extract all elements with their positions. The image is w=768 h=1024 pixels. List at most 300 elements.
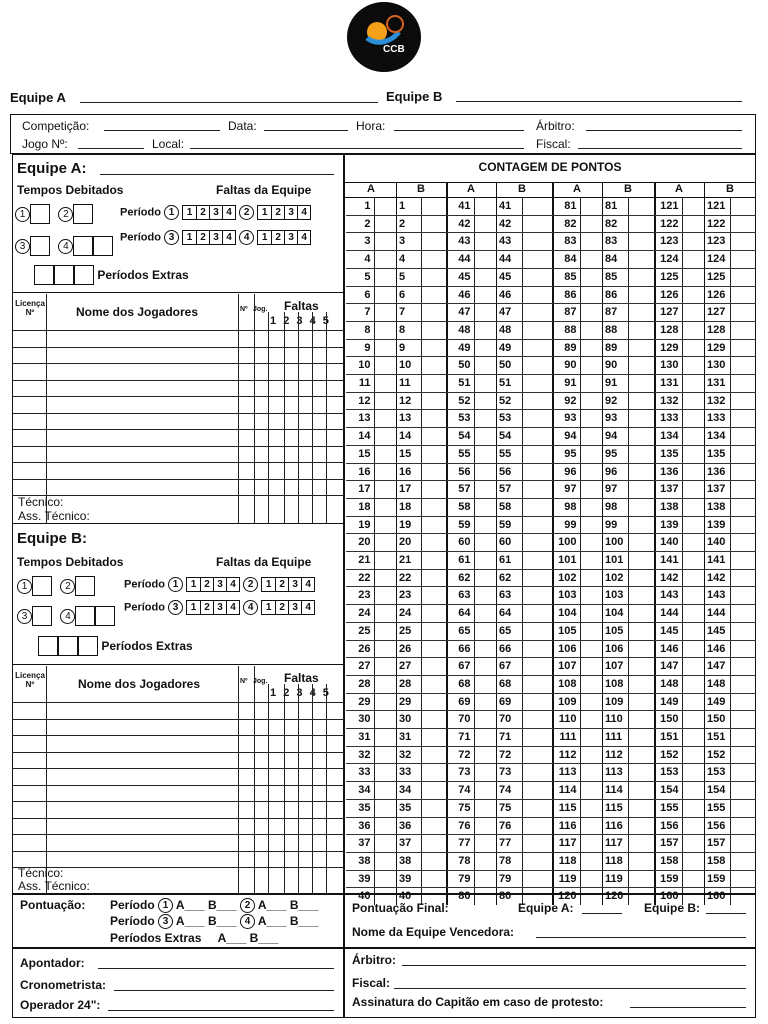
score-cell-a[interactable]: 157 <box>660 837 679 850</box>
score-cell-b[interactable]: 11 <box>399 377 411 389</box>
score-cell-a[interactable]: 93 <box>564 412 577 425</box>
score-cell-a[interactable]: 31 <box>358 731 371 743</box>
score-cell-b[interactable]: 25 <box>399 624 412 637</box>
score-cell-a[interactable]: 140 <box>660 536 679 549</box>
extra-box[interactable] <box>54 265 74 285</box>
score-cell-a[interactable]: 19 <box>358 518 371 531</box>
score-cell-b[interactable]: 142 <box>707 571 726 584</box>
score-cell-a[interactable]: 155 <box>660 801 679 814</box>
score-cell-b[interactable]: 137 <box>707 483 726 496</box>
score-cell-a[interactable]: 160 <box>660 890 679 903</box>
score-cell-b[interactable]: 29 <box>399 695 412 708</box>
score-cell-b[interactable]: 58 <box>499 500 512 513</box>
score-cell-b[interactable]: 135 <box>707 447 726 460</box>
final-team-b-line[interactable] <box>706 913 746 914</box>
score-cell-a[interactable]: 78 <box>458 854 471 867</box>
fiscal-final-line[interactable] <box>394 988 746 989</box>
score-cell-b[interactable]: 12 <box>399 394 412 407</box>
score-cell-a[interactable]: 102 <box>558 571 577 584</box>
score-cell-a[interactable]: 37 <box>358 837 371 850</box>
score-cell-a[interactable]: 150 <box>660 713 679 726</box>
score-cell-b[interactable]: 65 <box>499 624 512 637</box>
score-cell-a[interactable]: 48 <box>458 323 471 336</box>
score-cell-a[interactable]: 137 <box>660 483 679 496</box>
score-cell-a[interactable]: 53 <box>458 412 471 425</box>
score-cell-b[interactable]: 138 <box>707 500 726 513</box>
score-cell-a[interactable]: 100 <box>558 536 577 549</box>
extra-box[interactable] <box>34 265 54 285</box>
score-cell-a[interactable]: 24 <box>358 607 371 620</box>
score-cell-b[interactable]: 106 <box>605 642 624 655</box>
score-cell-a[interactable]: 130 <box>660 359 679 372</box>
final-team-a-line[interactable] <box>582 913 622 914</box>
score-cell-a[interactable]: 139 <box>660 518 679 531</box>
extra-box[interactable] <box>78 636 98 656</box>
score-cell-a[interactable]: 149 <box>660 695 679 708</box>
score-cell-a[interactable]: 35 <box>358 801 371 814</box>
score-cell-a[interactable]: 47 <box>458 306 471 319</box>
score-cell-b[interactable]: 56 <box>499 465 512 478</box>
score-cell-a[interactable]: 51 <box>458 377 471 389</box>
score-cell-b[interactable]: 17 <box>399 483 412 496</box>
score-cell-a[interactable]: 44 <box>458 253 471 266</box>
cronometrista-line[interactable] <box>114 990 334 991</box>
score-cell-b[interactable]: 74 <box>499 784 512 797</box>
score-cell-a[interactable]: 29 <box>358 695 371 708</box>
score-cell-b[interactable]: 43 <box>499 235 512 248</box>
score-cell-b[interactable]: 72 <box>499 748 512 761</box>
timeout-box[interactable] <box>73 204 93 224</box>
score-cell-a[interactable]: 110 <box>558 713 577 726</box>
score-cell-b[interactable]: 157 <box>707 837 726 850</box>
score-cell-b[interactable]: 54 <box>499 430 512 443</box>
score-cell-b[interactable]: 18 <box>399 500 412 513</box>
score-cell-b[interactable]: 51 <box>499 377 512 389</box>
score-cell-b[interactable]: 22 <box>399 571 412 584</box>
score-cell-a[interactable]: 7 <box>364 306 371 319</box>
score-cell-b[interactable]: 104 <box>605 607 624 620</box>
score-cell-a[interactable]: 144 <box>660 607 679 620</box>
score-cell-a[interactable]: 153 <box>660 766 679 779</box>
score-cell-b[interactable]: 111 <box>605 731 623 743</box>
score-cell-b[interactable]: 129 <box>707 341 726 354</box>
score-cell-a[interactable]: 142 <box>660 571 679 584</box>
extra-box[interactable] <box>38 636 58 656</box>
score-cell-a[interactable]: 75 <box>458 801 471 814</box>
score-cell-a[interactable]: 39 <box>358 872 371 885</box>
score-cell-a[interactable]: 12 <box>358 394 371 407</box>
score-cell-b[interactable]: 121 <box>707 200 726 212</box>
score-cell-b[interactable]: 109 <box>605 695 624 708</box>
score-cell-a[interactable]: 11 <box>358 377 371 389</box>
local-line[interactable] <box>190 148 524 149</box>
table-row[interactable] <box>12 818 344 819</box>
timeout-box[interactable] <box>32 606 52 626</box>
score-cell-b[interactable]: 101 <box>605 554 624 566</box>
score-cell-b[interactable]: 53 <box>499 412 512 425</box>
score-cell-a[interactable]: 124 <box>660 253 679 266</box>
score-cell-a[interactable]: 128 <box>660 323 679 336</box>
score-cell-a[interactable]: 109 <box>558 695 577 708</box>
score-cell-b[interactable]: 145 <box>707 624 726 637</box>
score-cell-b[interactable]: 90 <box>605 359 618 372</box>
score-cell-b[interactable]: 130 <box>707 359 726 372</box>
score-cell-a[interactable]: 1 <box>364 200 371 212</box>
score-cell-b[interactable]: 140 <box>707 536 726 549</box>
score-cell-b[interactable]: 92 <box>605 394 618 407</box>
score-cell-a[interactable]: 125 <box>660 270 679 283</box>
score-cell-b[interactable]: 136 <box>707 465 726 478</box>
score-cell-a[interactable]: 6 <box>364 288 371 301</box>
winner-line[interactable] <box>536 937 746 938</box>
score-cell-b[interactable]: 80 <box>499 890 512 903</box>
score-cell-a[interactable]: 5 <box>364 270 371 283</box>
score-cell-b[interactable]: 79 <box>499 872 512 885</box>
score-cell-a[interactable]: 103 <box>558 589 577 602</box>
score-cell-b[interactable]: 82 <box>605 217 618 230</box>
score-cell-a[interactable]: 13 <box>358 412 371 425</box>
score-cell-a[interactable]: 10 <box>358 359 371 372</box>
score-cell-a[interactable]: 25 <box>358 624 371 637</box>
score-cell-a[interactable]: 84 <box>564 253 577 266</box>
score-cell-b[interactable]: 95 <box>605 447 618 460</box>
score-cell-b[interactable]: 133 <box>707 412 726 425</box>
score-cell-b[interactable]: 48 <box>499 323 512 336</box>
score-cell-a[interactable]: 16 <box>358 465 371 478</box>
table-row[interactable] <box>12 851 344 852</box>
score-cell-b[interactable]: 47 <box>499 306 512 319</box>
score-cell-b[interactable]: 139 <box>707 518 726 531</box>
score-cell-a[interactable]: 57 <box>458 483 471 496</box>
score-cell-b[interactable]: 20 <box>399 536 412 549</box>
score-cell-b[interactable]: 149 <box>707 695 726 708</box>
score-cell-a[interactable]: 59 <box>458 518 471 531</box>
score-cell-a[interactable]: 81 <box>564 200 577 212</box>
score-cell-a[interactable]: 138 <box>660 500 679 513</box>
score-cell-a[interactable]: 73 <box>458 766 471 779</box>
score-cell-a[interactable]: 4 <box>364 253 371 266</box>
score-cell-b[interactable]: 3 <box>399 235 406 248</box>
score-cell-a[interactable]: 123 <box>660 235 679 248</box>
quarter-3-fouls[interactable]: 1 2 3 4 <box>186 600 240 615</box>
score-cell-a[interactable]: 118 <box>558 854 577 867</box>
score-cell-b[interactable]: 59 <box>499 518 512 531</box>
score-cell-b[interactable]: 66 <box>499 642 512 655</box>
score-cell-a[interactable]: 14 <box>358 430 371 443</box>
score-cell-a[interactable]: 136 <box>660 465 679 478</box>
quarter-2-fouls[interactable]: 1 2 3 4 <box>257 205 311 220</box>
score-cell-a[interactable]: 28 <box>358 677 371 690</box>
score-cell-a[interactable]: 33 <box>358 766 371 779</box>
timeout-box[interactable] <box>30 236 50 256</box>
score-cell-a[interactable]: 90 <box>564 359 577 372</box>
score-cell-b[interactable]: 26 <box>399 642 412 655</box>
score-cell-b[interactable]: 96 <box>605 465 618 478</box>
score-cell-a[interactable]: 76 <box>458 819 471 832</box>
score-cell-b[interactable]: 6 <box>399 288 406 301</box>
operador-line[interactable] <box>108 1010 334 1011</box>
score-cell-a[interactable]: 21 <box>358 554 371 566</box>
score-cell-b[interactable]: 63 <box>499 589 512 602</box>
score-cell-b[interactable]: 30 <box>399 713 412 726</box>
score-cell-b[interactable]: 70 <box>499 713 512 726</box>
score-cell-b[interactable]: 83 <box>605 235 618 248</box>
score-cell-a[interactable]: 41 <box>458 200 471 212</box>
score-cell-b[interactable]: 154 <box>707 784 726 797</box>
score-cell-b[interactable]: 23 <box>399 589 412 602</box>
score-cell-b[interactable]: 40 <box>399 890 412 903</box>
score-cell-b[interactable]: 100 <box>605 536 624 549</box>
score-cell-a[interactable]: 38 <box>358 854 371 867</box>
score-cell-a[interactable]: 127 <box>660 306 679 319</box>
score-cell-b[interactable]: 45 <box>499 270 512 283</box>
score-cell-a[interactable]: 132 <box>660 394 679 407</box>
score-cell-b[interactable]: 24 <box>399 607 412 620</box>
arbitro-line[interactable] <box>586 130 742 131</box>
score-cell-b[interactable]: 21 <box>399 554 412 566</box>
score-cell-b[interactable]: 155 <box>707 801 726 814</box>
timeout-box[interactable] <box>32 576 52 596</box>
apontador-line[interactable] <box>98 968 334 969</box>
score-cell-a[interactable]: 56 <box>458 465 471 478</box>
score-cell-b[interactable]: 94 <box>605 430 618 443</box>
score-cell-a[interactable]: 80 <box>458 890 471 903</box>
score-cell-b[interactable]: 102 <box>605 571 624 584</box>
score-cell-a[interactable]: 49 <box>458 341 471 354</box>
table-row[interactable] <box>12 446 344 447</box>
score-cell-b[interactable]: 115 <box>605 801 623 814</box>
score-cell-b[interactable]: 10 <box>399 359 412 372</box>
score-cell-b[interactable]: 114 <box>605 784 623 797</box>
score-cell-b[interactable]: 160 <box>707 890 726 903</box>
score-cell-a[interactable]: 129 <box>660 341 679 354</box>
score-cell-b[interactable]: 127 <box>707 306 726 319</box>
score-cell-a[interactable]: 77 <box>458 837 471 850</box>
score-cell-a[interactable]: 68 <box>458 677 471 690</box>
quarter-4-fouls[interactable]: 1 2 3 4 <box>257 230 311 245</box>
score-cell-a[interactable]: 55 <box>458 447 471 460</box>
score-cell-a[interactable]: 119 <box>558 872 577 885</box>
score-cell-a[interactable]: 116 <box>558 819 577 832</box>
score-cell-b[interactable]: 119 <box>605 872 623 885</box>
score-cell-b[interactable]: 15 <box>399 447 412 460</box>
score-cell-a[interactable]: 69 <box>458 695 471 708</box>
score-cell-a[interactable]: 18 <box>358 500 371 513</box>
score-cell-b[interactable]: 42 <box>499 217 512 230</box>
score-cell-b[interactable]: 146 <box>707 642 726 655</box>
score-cell-b[interactable]: 108 <box>605 677 624 690</box>
score-cell-b[interactable]: 107 <box>605 660 624 673</box>
score-cell-b[interactable]: 123 <box>707 235 726 248</box>
team-a-name-line[interactable] <box>80 102 378 103</box>
hora-line[interactable] <box>394 130 524 131</box>
score-cell-b[interactable]: 8 <box>399 323 406 336</box>
table-row[interactable] <box>12 429 344 430</box>
score-cell-a[interactable]: 8 <box>364 323 371 336</box>
score-cell-a[interactable]: 97 <box>564 483 577 496</box>
score-cell-b[interactable]: 120 <box>605 890 624 903</box>
score-cell-a[interactable]: 106 <box>558 642 577 655</box>
score-cell-b[interactable]: 134 <box>707 430 726 443</box>
score-cell-a[interactable]: 27 <box>358 660 371 673</box>
score-cell-a[interactable]: 82 <box>564 217 577 230</box>
table-row[interactable] <box>12 768 344 769</box>
quarter-1-fouls[interactable]: 1 2 3 4 <box>182 205 236 220</box>
quarter-1-fouls[interactable]: 1 2 3 4 <box>186 577 240 592</box>
score-cell-b[interactable]: 27 <box>399 660 412 673</box>
score-cell-b[interactable]: 99 <box>605 518 618 531</box>
score-cell-a[interactable]: 89 <box>564 341 577 354</box>
score-cell-a[interactable]: 134 <box>660 430 679 443</box>
score-cell-b[interactable]: 86 <box>605 288 618 301</box>
score-cell-a[interactable]: 131 <box>660 377 679 389</box>
score-cell-a[interactable]: 2 <box>364 217 371 230</box>
score-cell-b[interactable]: 93 <box>605 412 618 425</box>
score-cell-b[interactable]: 98 <box>605 500 618 513</box>
score-cell-a[interactable]: 107 <box>558 660 577 673</box>
score-cell-a[interactable]: 40 <box>358 890 371 903</box>
score-cell-b[interactable]: 105 <box>605 624 624 637</box>
table-row[interactable] <box>12 752 344 753</box>
score-cell-b[interactable]: 113 <box>605 766 623 779</box>
team-a-title-line[interactable] <box>100 174 334 175</box>
score-cell-a[interactable]: 32 <box>358 748 371 761</box>
score-cell-b[interactable]: 116 <box>605 819 623 832</box>
score-cell-b[interactable]: 14 <box>399 430 412 443</box>
score-cell-b[interactable]: 88 <box>605 323 618 336</box>
score-cell-b[interactable]: 76 <box>499 819 512 832</box>
timeout-box[interactable] <box>30 204 50 224</box>
score-cell-a[interactable]: 36 <box>358 819 371 832</box>
score-cell-a[interactable]: 63 <box>458 589 471 602</box>
score-cell-b[interactable]: 71 <box>499 731 512 743</box>
table-row[interactable] <box>12 413 344 414</box>
score-cell-a[interactable]: 111 <box>559 731 577 743</box>
table-row[interactable] <box>12 462 344 463</box>
score-cell-a[interactable]: 141 <box>660 554 679 566</box>
score-cell-a[interactable]: 104 <box>558 607 577 620</box>
score-cell-b[interactable]: 148 <box>707 677 726 690</box>
score-cell-b[interactable]: 7 <box>399 306 406 319</box>
score-cell-a[interactable]: 64 <box>458 607 471 620</box>
score-cell-a[interactable]: 114 <box>558 784 577 797</box>
score-cell-a[interactable]: 83 <box>564 235 577 248</box>
score-cell-a[interactable]: 148 <box>660 677 679 690</box>
score-cell-b[interactable]: 81 <box>605 200 618 212</box>
table-row[interactable] <box>12 479 344 480</box>
score-cell-a[interactable]: 91 <box>564 377 577 389</box>
score-cell-b[interactable]: 159 <box>707 872 726 885</box>
score-cell-b[interactable]: 78 <box>499 854 512 867</box>
score-cell-a[interactable]: 3 <box>364 235 371 248</box>
score-cell-b[interactable]: 89 <box>605 341 618 354</box>
score-cell-b[interactable]: 37 <box>399 837 412 850</box>
score-cell-a[interactable]: 26 <box>358 642 371 655</box>
score-cell-a[interactable]: 34 <box>358 784 371 797</box>
score-cell-b[interactable]: 132 <box>707 394 726 407</box>
score-cell-a[interactable]: 95 <box>564 447 577 460</box>
score-cell-b[interactable]: 77 <box>499 837 512 850</box>
table-row[interactable] <box>12 719 344 720</box>
score-cell-a[interactable]: 60 <box>458 536 471 549</box>
score-cell-b[interactable]: 150 <box>707 713 726 726</box>
quarter-4-fouls[interactable]: 1 2 3 4 <box>261 600 315 615</box>
score-cell-a[interactable]: 126 <box>660 288 679 301</box>
score-cell-a[interactable]: 98 <box>564 500 577 513</box>
score-cell-a[interactable]: 22 <box>358 571 371 584</box>
score-cell-b[interactable]: 39 <box>399 872 412 885</box>
score-cell-b[interactable]: 33 <box>399 766 412 779</box>
score-cell-a[interactable]: 52 <box>458 394 471 407</box>
score-cell-a[interactable]: 50 <box>458 359 471 372</box>
score-cell-a[interactable]: 152 <box>660 748 679 761</box>
score-cell-b[interactable]: 16 <box>399 465 412 478</box>
score-cell-a[interactable]: 147 <box>660 660 679 673</box>
score-cell-b[interactable]: 124 <box>707 253 726 266</box>
score-cell-a[interactable]: 156 <box>660 819 679 832</box>
score-cell-b[interactable]: 156 <box>707 819 726 832</box>
score-cell-b[interactable]: 60 <box>499 536 512 549</box>
score-cell-b[interactable]: 97 <box>605 483 618 496</box>
score-cell-b[interactable]: 153 <box>707 766 726 779</box>
score-cell-b[interactable]: 57 <box>499 483 512 496</box>
score-cell-a[interactable]: 20 <box>358 536 371 549</box>
quarter-3-fouls[interactable]: 1 2 3 4 <box>182 230 236 245</box>
score-cell-b[interactable]: 126 <box>707 288 726 301</box>
table-row[interactable] <box>12 801 344 802</box>
score-cell-b[interactable]: 28 <box>399 677 412 690</box>
score-cell-b[interactable]: 152 <box>707 748 726 761</box>
score-cell-a[interactable]: 61 <box>458 554 471 566</box>
score-cell-a[interactable]: 112 <box>558 748 577 761</box>
score-cell-b[interactable]: 1 <box>399 200 406 212</box>
score-cell-a[interactable]: 71 <box>458 731 471 743</box>
score-cell-b[interactable]: 62 <box>499 571 512 584</box>
score-cell-a[interactable]: 115 <box>558 801 577 814</box>
data-line[interactable] <box>264 130 348 131</box>
score-cell-b[interactable]: 158 <box>707 854 726 867</box>
score-cell-a[interactable]: 143 <box>660 589 679 602</box>
quarter-2-fouls[interactable]: 1 2 3 4 <box>261 577 315 592</box>
score-cell-b[interactable]: 32 <box>399 748 412 761</box>
score-cell-b[interactable]: 55 <box>499 447 512 460</box>
score-cell-b[interactable]: 125 <box>707 270 726 283</box>
capitao-line[interactable] <box>630 1007 746 1008</box>
arbitro-final-line[interactable] <box>402 965 746 966</box>
table-row[interactable] <box>12 834 344 835</box>
score-cell-a[interactable]: 101 <box>558 554 577 566</box>
score-cell-a[interactable]: 135 <box>660 447 679 460</box>
score-cell-a[interactable]: 133 <box>660 412 679 425</box>
score-cell-a[interactable]: 146 <box>660 642 679 655</box>
score-cell-a[interactable]: 85 <box>564 270 577 283</box>
score-cell-b[interactable]: 9 <box>399 341 406 354</box>
table-row[interactable] <box>12 702 344 703</box>
score-cell-a[interactable]: 45 <box>458 270 471 283</box>
score-cell-b[interactable]: 35 <box>399 801 412 814</box>
table-row[interactable] <box>12 396 344 397</box>
score-cell-a[interactable]: 113 <box>558 766 577 779</box>
score-cell-a[interactable]: 159 <box>660 872 679 885</box>
table-row[interactable] <box>12 347 344 348</box>
score-cell-a[interactable]: 92 <box>564 394 577 407</box>
score-cell-b[interactable]: 46 <box>499 288 512 301</box>
score-cell-a[interactable]: 58 <box>458 500 471 513</box>
score-cell-b[interactable]: 151 <box>707 731 726 743</box>
table-row[interactable] <box>12 380 344 381</box>
score-cell-a[interactable]: 88 <box>564 323 577 336</box>
score-cell-a[interactable]: 105 <box>558 624 577 637</box>
